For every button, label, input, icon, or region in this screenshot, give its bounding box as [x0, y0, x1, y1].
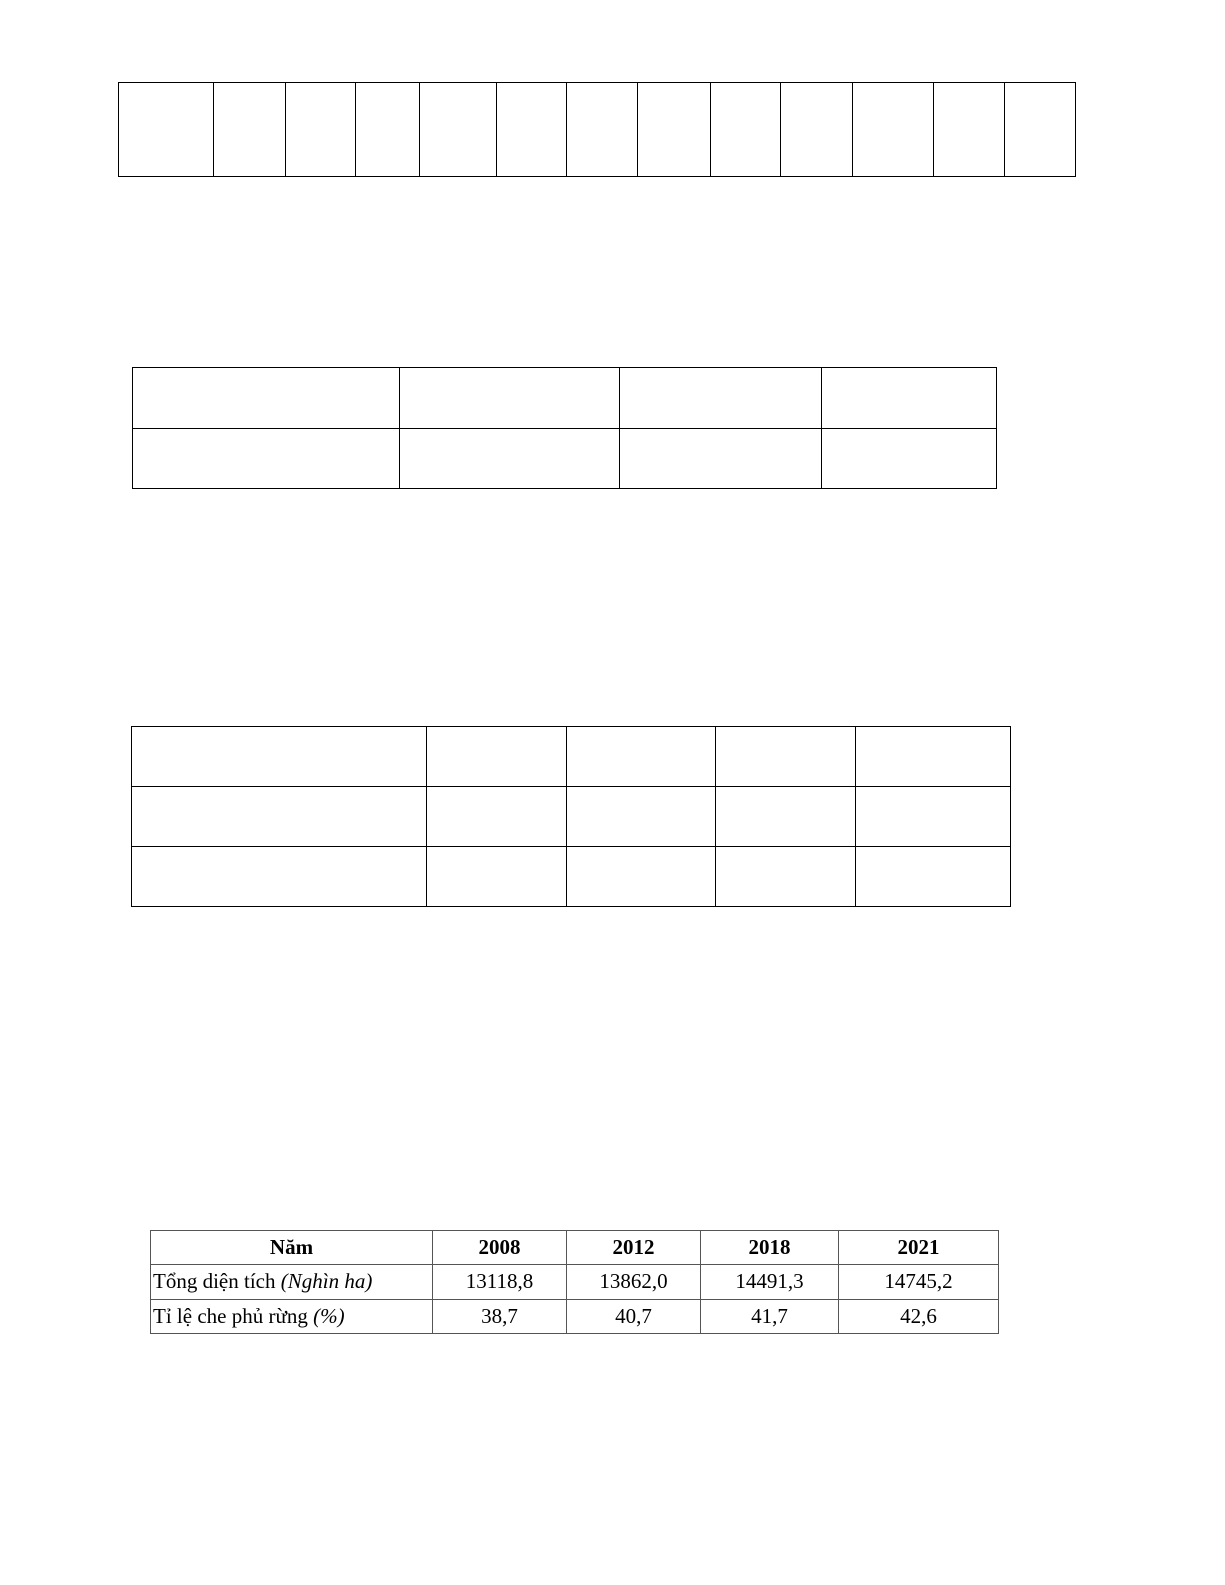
table-cell: [822, 368, 997, 429]
table-row: [132, 847, 1011, 907]
table-cell: 41,7: [701, 1299, 839, 1333]
table-cell: 42,6: [839, 1299, 999, 1333]
table-cell: [620, 368, 822, 429]
table-cell: 14745,2: [839, 1265, 999, 1299]
table-cell: 38,7: [433, 1299, 567, 1333]
table-cell: [497, 83, 567, 177]
header-year: 2021: [839, 1231, 999, 1265]
table-cell: [856, 787, 1011, 847]
table-cell: [716, 787, 856, 847]
table-cell: [716, 847, 856, 907]
table-cell: [567, 787, 716, 847]
table-cell: [133, 428, 400, 489]
table-cell: 13862,0: [567, 1265, 701, 1299]
table-cell: [567, 727, 716, 787]
table-row: [133, 368, 997, 429]
table-cell: [620, 428, 822, 489]
table-cell: [856, 727, 1011, 787]
row-unit: (Nghìn ha): [280, 1269, 373, 1294]
table-cell: [132, 787, 427, 847]
table-cell: [400, 428, 620, 489]
table-cell: 14491,3: [701, 1265, 839, 1299]
table-cell: [1005, 83, 1076, 177]
table-cell: [853, 83, 934, 177]
table-cell: [132, 727, 427, 787]
table-cell: [133, 368, 400, 429]
table-cell: [716, 727, 856, 787]
table-header-row: [151, 1231, 999, 1265]
header-year: 2012: [567, 1231, 701, 1265]
table-row: [132, 727, 1011, 787]
empty-table-2: [132, 367, 997, 489]
table-cell: [567, 83, 638, 177]
table-cell: [356, 83, 420, 177]
header-year: 2018: [701, 1231, 839, 1265]
table-cell: [286, 83, 356, 177]
row-label-text: Tổng diện tích: [153, 1269, 276, 1294]
table-cell: 13118,8: [433, 1265, 567, 1299]
empty-table-1: [118, 82, 1076, 177]
table-cell: [427, 847, 567, 907]
row-label: [151, 1265, 433, 1299]
forest-area-table: [150, 1230, 999, 1334]
empty-table-3: [131, 726, 1011, 907]
table-cell: [420, 83, 497, 177]
table-row: [151, 1265, 999, 1299]
table-cell: [119, 83, 214, 177]
table-row: [119, 83, 1076, 177]
table-cell: [427, 727, 567, 787]
table-cell: [214, 83, 286, 177]
header-year-label: Năm: [151, 1231, 433, 1265]
table-cell: [427, 787, 567, 847]
table-cell: [781, 83, 853, 177]
table-row: [133, 428, 997, 489]
table-cell: [567, 847, 716, 907]
table-cell: [822, 428, 997, 489]
table-cell: 40,7: [567, 1299, 701, 1333]
table-cell: [934, 83, 1005, 177]
row-label: [151, 1299, 433, 1333]
table-cell: [132, 847, 427, 907]
header-year: 2008: [433, 1231, 567, 1265]
table-cell: [638, 83, 711, 177]
row-unit: (%): [313, 1303, 345, 1328]
table-cell: [400, 368, 620, 429]
table-cell: [711, 83, 781, 177]
table-row: [151, 1299, 999, 1333]
table-row: [132, 787, 1011, 847]
row-label-text: Tỉ lệ che phủ rừng: [153, 1303, 308, 1328]
table-cell: [856, 847, 1011, 907]
